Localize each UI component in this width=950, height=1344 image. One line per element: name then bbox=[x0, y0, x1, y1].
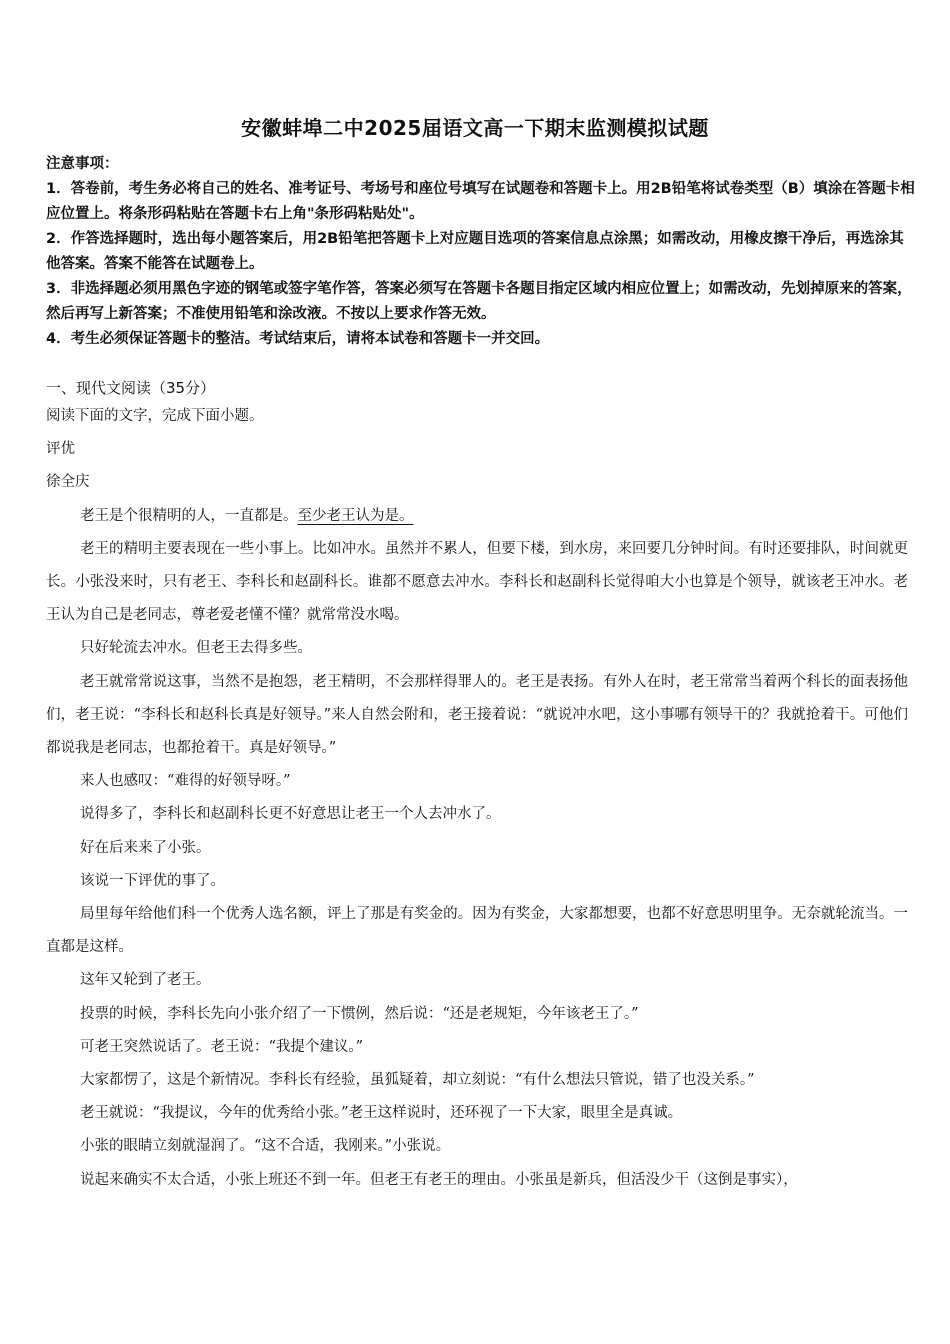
instruction-text: 阅读下面的文字，完成下面小题。 bbox=[46, 408, 264, 424]
article-paragraph: 说起来确实不太合适，小张上班还不到一年。但老王有老王的理由。小张虽是新兵，但活没少干（这倒是事实）， bbox=[80, 1171, 798, 1188]
article-paragraph: 说得多了，李科长和赵副科长更不好意思让老王一个人去冲水了。 bbox=[80, 806, 501, 823]
article-author: 徐全庆 bbox=[46, 474, 90, 491]
article-paragraph: 该说一下评优的事了。 bbox=[80, 872, 225, 889]
article-paragraph bbox=[46, 500, 908, 533]
paragraph-text: 老王是个很精明的人，一直都是。 bbox=[80, 507, 298, 524]
article-paragraph: 这年又轮到了老王。 bbox=[80, 972, 211, 989]
notice-item: 4．考生必须保证答题卡的整洁。考试结束后，请将本试卷和答题卡一并交回。 bbox=[46, 331, 550, 347]
article-paragraph: 来人也感叹：“难得的好领导呀。” bbox=[80, 773, 291, 790]
exam-title: 安徽蚌埠二中2025届语文高一下期末监测模拟试题 bbox=[241, 116, 709, 140]
section-heading: 一、现代文阅读（35分） bbox=[46, 379, 216, 397]
notice-block bbox=[46, 152, 916, 352]
article-paragraph: 老王就常常说这事，当然不是抱怨，老王精明，不会那样得罪人的。老王是表扬。有外人在时，老王常常当着两个科长的面表扬他们，老王说：“李科长和赵科长真是好领导。”来人自然会附和，老王接着说：“就说冲水吧，这小事哪有领导干的？我就抢着干。可他们都说我是老同志，也都抢着干。真是好领导。” bbox=[46, 673, 908, 757]
notice-item: 2．作答选择题时，选出每小题答案后，用2B铅笔把答题卡上对应题目选项的答案信息点涂黑；如需改动，用橡皮擦干净后，再选涂其他答案。答案不能答在试题卷上。 bbox=[46, 231, 904, 272]
notice-item: 1．答卷前，考生务必将自己的姓名、准考证号、考场号和座位号填写在试题卷和答题卡上。用2B铅笔将试卷类型（B）填涂在答题卡相应位置上。将条形码粘贴在答题卡右上角"条形码粘贴处"。 bbox=[46, 181, 915, 222]
article-title: 评优 bbox=[46, 441, 75, 458]
notice-heading: 注意事项： bbox=[46, 156, 119, 172]
article-paragraph: 好在后来来了小张。 bbox=[80, 839, 211, 856]
article-paragraph: 投票的时候，李科长先向小张介绍了一下惯例，然后说：“还是老规矩，今年该老王了。” bbox=[80, 1005, 639, 1022]
article-paragraph: 大家都愣了，这是个新情况。李科长有经验，虽狐疑着，却立刻说：“有什么想法只管说，错了也没关系。” bbox=[80, 1072, 755, 1089]
article-paragraph: 可老王突然说话了。老王说：“我提个建议。” bbox=[80, 1038, 364, 1055]
article-paragraph: 小张的眼睛立刻就湿润了。“这不合适，我刚来。”小张说。 bbox=[80, 1138, 451, 1155]
notice-item: 3．非选择题必须用黑色字迹的钢笔或签字笔作答，答案必须写在答题卡各题目指定区域内相应位置上；如需改动，先划掉原来的答案，然后再写上新答案；不准使用铅笔和涂改液。不按以上要求作答无效。 bbox=[46, 281, 912, 322]
article-paragraph: 老王就说：“我提议，今年的优秀给小张。”老王这样说时，还环视了一下大家，眼里全是真诚。 bbox=[80, 1105, 683, 1122]
article-paragraph: 只好轮流去冲水。但老王去得多些。 bbox=[80, 640, 312, 657]
underlined-sentence: 至少老王认为是。 bbox=[297, 507, 414, 524]
reading-passage bbox=[46, 400, 908, 1197]
article-paragraph: 老王的精明主要表现在一些小事上。比如冲水。虽然并不累人，但要下楼，到水房，来回要几分钟时间。有时还要排队，时间就更长。小张没来时，只有老王、李科长和赵副科长。谁都不愿意去冲水。李科长和赵副科长觉得咱大小也算是个领导，就该老王冲水。老王认为自己是老同志，尊老爱老懂不懂？就常常没水喝。 bbox=[46, 540, 908, 624]
article-paragraph: 局里每年给他们科一个优秀人选名额，评上了那是有奖金的。因为有奖金，大家都想要，也都不好意思明里争。无奈就轮流当。一直都是这样。 bbox=[46, 906, 908, 956]
